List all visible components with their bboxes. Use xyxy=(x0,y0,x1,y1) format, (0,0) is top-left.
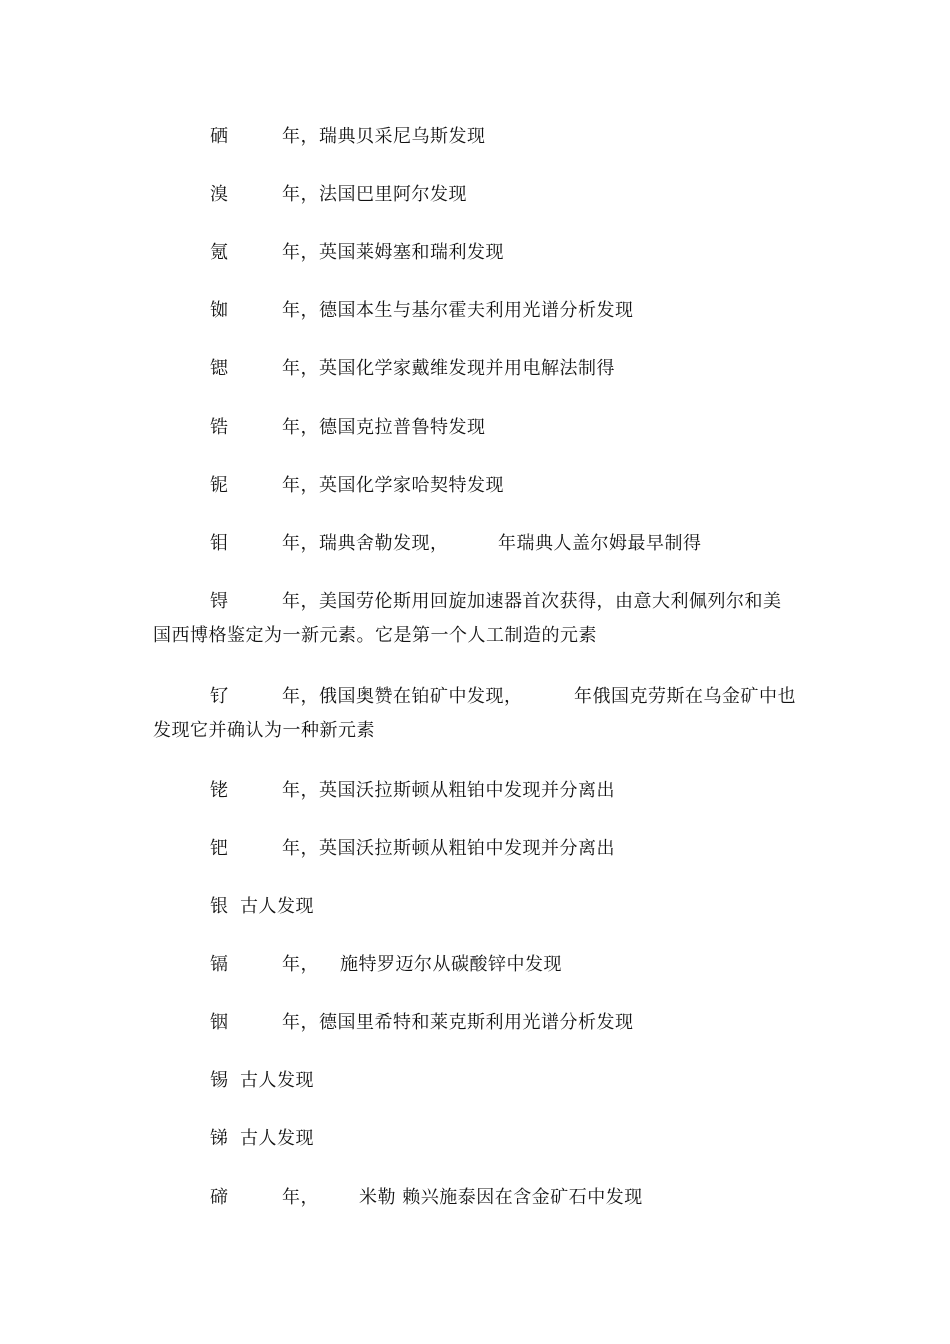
element-symbol: 钼 xyxy=(210,533,229,554)
discovery-text: 年，瑞典舍勒发现， xyxy=(282,533,449,554)
discovery-text: 古人发现 xyxy=(240,896,314,917)
element-symbol: 锶 xyxy=(210,358,229,379)
element-entry-palladium xyxy=(153,832,813,866)
discovery-text: 年，法国巴里阿尔发现 xyxy=(282,184,467,205)
element-symbol: 铷 xyxy=(210,300,229,321)
element-entry-rhodium xyxy=(153,774,813,808)
element-symbol: 锑 xyxy=(210,1128,229,1149)
element-symbol: 铌 xyxy=(210,475,229,496)
element-symbol: 银 xyxy=(210,896,229,917)
discovery-text: 年，德国里希特和莱克斯利用光谱分析发现 xyxy=(282,1012,634,1033)
element-symbol: 锆 xyxy=(210,417,229,438)
discovery-text: 年，美国劳伦斯用回旋加速器首次获得，由意大利佩列尔和美 xyxy=(282,591,782,612)
element-entry-cadmium xyxy=(153,948,813,982)
discovery-text: 年， xyxy=(282,1187,319,1208)
element-symbol: 硒 xyxy=(210,126,229,147)
discovery-text-secondary: 米勒 赖兴施泰因在含金矿石中发现 xyxy=(359,1187,643,1208)
element-entry-ruthenium xyxy=(153,680,813,748)
discovery-text: 古人发现 xyxy=(240,1128,314,1149)
discovery-text-continued: 国西博格鉴定为一新元素。它是第一个人工制造的元素 xyxy=(153,625,597,646)
element-symbol: 溴 xyxy=(210,184,229,205)
element-symbol: 铑 xyxy=(210,780,229,801)
element-entry-krypton xyxy=(153,236,813,270)
element-symbol: 钌 xyxy=(210,686,229,707)
discovery-text: 年，俄国奥赞在铂矿中发现， xyxy=(282,686,523,707)
element-entry-strontium xyxy=(153,352,813,386)
discovery-text-secondary: 年俄国克劳斯在乌金矿中也 xyxy=(574,686,796,707)
element-entry-technetium xyxy=(153,585,813,653)
element-entry-selenium xyxy=(153,120,813,154)
element-symbol: 锝 xyxy=(210,591,229,612)
discovery-text: 年，英国化学家哈契特发现 xyxy=(282,475,504,496)
element-entry-zirconium xyxy=(153,411,813,445)
discovery-text-secondary: 施特罗迈尔从碳酸锌中发现 xyxy=(340,954,562,975)
discovery-text: 年，英国沃拉斯顿从粗铂中发现并分离出 xyxy=(282,780,615,801)
element-symbol: 镉 xyxy=(210,954,229,975)
discovery-text: 年， xyxy=(282,954,319,975)
element-symbol: 铟 xyxy=(210,1012,229,1033)
element-entry-tellurium xyxy=(153,1181,813,1215)
element-symbol: 锡 xyxy=(210,1070,229,1091)
element-symbol: 氪 xyxy=(210,242,229,263)
element-entry-rubidium xyxy=(153,294,813,328)
element-entry-silver xyxy=(153,890,813,924)
discovery-text: 年，英国沃拉斯顿从粗铂中发现并分离出 xyxy=(282,838,615,859)
element-entry-niobium xyxy=(153,469,813,503)
element-entry-molybdenum xyxy=(153,527,813,561)
element-entry-tin xyxy=(153,1064,813,1098)
element-symbol: 碲 xyxy=(210,1187,229,1208)
discovery-text: 年，英国化学家戴维发现并用电解法制得 xyxy=(282,358,615,379)
discovery-text: 年，瑞典贝采尼乌斯发现 xyxy=(282,126,486,147)
discovery-text: 古人发现 xyxy=(240,1070,314,1091)
element-entry-indium xyxy=(153,1006,813,1040)
discovery-text-secondary: 年瑞典人盖尔姆最早制得 xyxy=(498,533,702,554)
element-entry-antimony xyxy=(153,1122,813,1156)
element-entry-bromine xyxy=(153,178,813,212)
discovery-text: 年，德国克拉普鲁特发现 xyxy=(282,417,486,438)
discovery-text-continued: 发现它并确认为一种新元素 xyxy=(153,720,375,741)
discovery-text: 年，德国本生与基尔霍夫利用光谱分析发现 xyxy=(282,300,634,321)
element-symbol: 钯 xyxy=(210,838,229,859)
discovery-text: 年，英国莱姆塞和瑞利发现 xyxy=(282,242,504,263)
